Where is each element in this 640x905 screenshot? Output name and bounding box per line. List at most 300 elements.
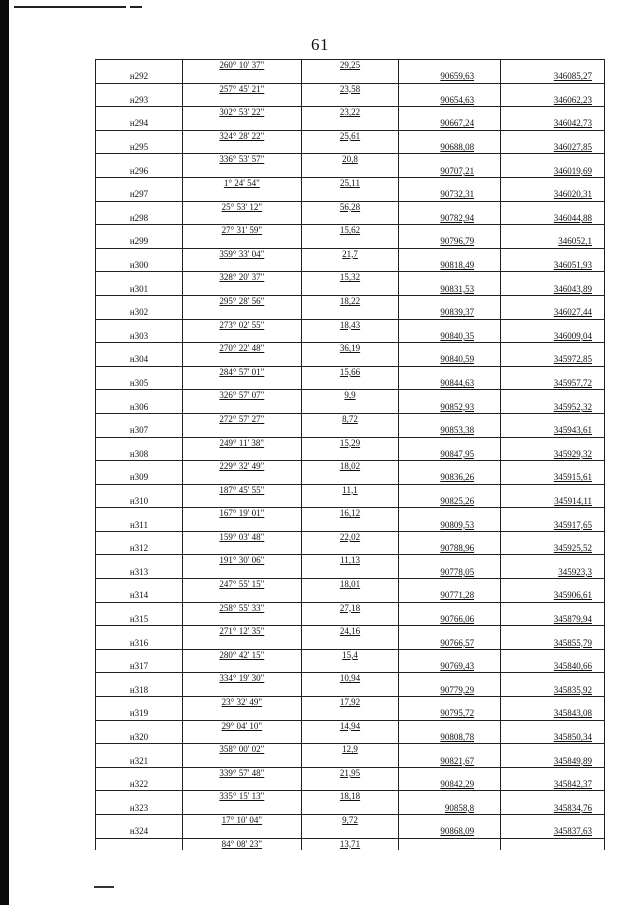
y-coordinate-cell xyxy=(501,461,605,473)
x-coordinate-cell: 90858,8 xyxy=(399,803,501,815)
x-coordinate-cell: 90836,26 xyxy=(399,472,501,484)
y-coordinate-cell: 346085,27 xyxy=(501,71,605,83)
distance-cell xyxy=(301,520,399,532)
x-coordinate-cell xyxy=(399,602,501,614)
distance-cell: 25,11 xyxy=(301,177,399,189)
segment-row xyxy=(96,272,605,284)
point-name-cell xyxy=(96,484,183,496)
point-name-cell: н316 xyxy=(96,638,183,650)
direction-angle-cell: 29° 04' 10" xyxy=(182,720,301,732)
distance-cell: 10,94 xyxy=(301,673,399,685)
y-coordinate-cell: 346027,44 xyxy=(501,307,605,319)
direction-angle-cell: 257° 45' 21" xyxy=(182,83,301,95)
direction-angle-cell xyxy=(182,590,301,602)
distance-cell xyxy=(301,826,399,838)
x-coordinate-cell: 90840,35 xyxy=(399,331,501,343)
distance-cell xyxy=(301,614,399,626)
y-coordinate-cell: 345929,32 xyxy=(501,449,605,461)
direction-angle-cell xyxy=(182,638,301,650)
segment-row xyxy=(96,744,605,756)
scan-artifact-mark xyxy=(94,886,114,888)
direction-angle-cell: 27° 31' 59" xyxy=(182,225,301,237)
distance-cell xyxy=(301,118,399,130)
point-row xyxy=(96,118,605,130)
point-row xyxy=(96,826,605,838)
segment-row xyxy=(96,154,605,166)
segment-row xyxy=(96,484,605,496)
direction-angle-cell: 302° 53' 22" xyxy=(182,107,301,119)
direction-angle-cell xyxy=(182,402,301,414)
y-coordinate-cell xyxy=(501,626,605,638)
distance-cell xyxy=(301,803,399,815)
x-coordinate-cell xyxy=(399,484,501,496)
segment-row xyxy=(96,177,605,189)
point-name-cell: н306 xyxy=(96,402,183,414)
point-name-cell: н305 xyxy=(96,378,183,390)
y-coordinate-cell: 345923,3 xyxy=(501,567,605,579)
distance-cell: 18,01 xyxy=(301,579,399,591)
x-coordinate-cell: 90667,24 xyxy=(399,118,501,130)
direction-angle-cell: 258° 55' 33" xyxy=(182,602,301,614)
direction-angle-cell xyxy=(182,661,301,673)
x-coordinate-cell xyxy=(399,838,501,850)
direction-angle-cell xyxy=(182,708,301,720)
direction-angle-cell: 324° 28' 22" xyxy=(182,130,301,142)
point-row xyxy=(96,142,605,154)
distance-cell: 23,22 xyxy=(301,107,399,119)
point-name-cell xyxy=(96,343,183,355)
direction-angle-cell: 1° 24' 54" xyxy=(182,177,301,189)
x-coordinate-cell: 90688,08 xyxy=(399,142,501,154)
x-coordinate-cell: 90847,95 xyxy=(399,449,501,461)
x-coordinate-cell: 90842,29 xyxy=(399,779,501,791)
point-name-cell xyxy=(96,366,183,378)
segment-row xyxy=(96,697,605,709)
direction-angle-cell xyxy=(182,685,301,697)
point-name-cell xyxy=(96,107,183,119)
point-name-cell: н302 xyxy=(96,307,183,319)
point-name-cell: н318 xyxy=(96,685,183,697)
direction-angle-cell: 272° 57' 27" xyxy=(182,413,301,425)
direction-angle-cell xyxy=(182,803,301,815)
point-name-cell: н307 xyxy=(96,425,183,437)
x-coordinate-cell xyxy=(399,225,501,237)
x-coordinate-cell: 90732,31 xyxy=(399,189,501,201)
point-name-cell xyxy=(96,791,183,803)
segment-row xyxy=(96,508,605,520)
direction-angle-cell xyxy=(182,449,301,461)
y-coordinate-cell xyxy=(501,484,605,496)
direction-angle-cell xyxy=(182,95,301,107)
direction-angle-cell: 191° 30' 06" xyxy=(182,555,301,567)
x-coordinate-cell xyxy=(399,461,501,473)
point-row xyxy=(96,284,605,296)
x-coordinate-cell: 90771,28 xyxy=(399,590,501,602)
distance-cell: 15,32 xyxy=(301,272,399,284)
segment-row xyxy=(96,626,605,638)
direction-angle-cell: 339° 57' 48" xyxy=(182,767,301,779)
point-row xyxy=(96,779,605,791)
x-coordinate-cell xyxy=(399,555,501,567)
y-coordinate-cell xyxy=(501,343,605,355)
x-coordinate-cell: 90868,09 xyxy=(399,826,501,838)
point-name-cell: н301 xyxy=(96,284,183,296)
point-name-cell xyxy=(96,555,183,567)
direction-angle-cell xyxy=(182,614,301,626)
x-coordinate-cell: 90795,72 xyxy=(399,708,501,720)
point-row xyxy=(96,520,605,532)
direction-angle-cell: 335° 15' 13" xyxy=(182,791,301,803)
point-name-cell: н324 xyxy=(96,826,183,838)
direction-angle-cell xyxy=(182,71,301,83)
y-coordinate-cell: 345842,37 xyxy=(501,779,605,791)
y-coordinate-cell: 345850,34 xyxy=(501,732,605,744)
x-coordinate-cell: 90707,21 xyxy=(399,166,501,178)
distance-cell: 15,66 xyxy=(301,366,399,378)
direction-angle-cell xyxy=(182,189,301,201)
direction-angle-cell: 334° 19' 30" xyxy=(182,673,301,685)
distance-cell: 13,71 xyxy=(301,838,399,850)
distance-cell xyxy=(301,331,399,343)
x-coordinate-cell xyxy=(399,413,501,425)
segment-row xyxy=(96,130,605,142)
scan-edge-shadow xyxy=(0,0,9,905)
y-coordinate-cell: 345834,76 xyxy=(501,803,605,815)
segment-row xyxy=(96,201,605,213)
y-coordinate-cell xyxy=(501,531,605,543)
x-coordinate-cell: 90844,63 xyxy=(399,378,501,390)
point-row xyxy=(96,260,605,272)
point-row xyxy=(96,166,605,178)
x-coordinate-cell xyxy=(399,508,501,520)
point-name-cell xyxy=(96,154,183,166)
direction-angle-cell: 84° 08' 23" xyxy=(182,838,301,850)
direction-angle-cell: 280° 42' 15" xyxy=(182,649,301,661)
distance-cell xyxy=(301,402,399,414)
direction-angle-cell: 326° 57' 07" xyxy=(182,390,301,402)
point-name-cell xyxy=(96,838,183,850)
distance-cell: 27,18 xyxy=(301,602,399,614)
point-name-cell: н309 xyxy=(96,472,183,484)
distance-cell: 15,29 xyxy=(301,437,399,449)
distance-cell xyxy=(301,354,399,366)
segment-row xyxy=(96,83,605,95)
distance-cell: 25,61 xyxy=(301,130,399,142)
point-name-cell: н320 xyxy=(96,732,183,744)
y-coordinate-cell: 345943,61 xyxy=(501,425,605,437)
x-coordinate-cell xyxy=(399,697,501,709)
x-coordinate-cell: 90769,43 xyxy=(399,661,501,673)
direction-angle-cell xyxy=(182,213,301,225)
x-coordinate-cell xyxy=(399,343,501,355)
segment-row xyxy=(96,366,605,378)
point-name-cell: н311 xyxy=(96,520,183,532)
direction-angle-cell: 229° 32' 49" xyxy=(182,461,301,473)
point-row xyxy=(96,449,605,461)
point-name-cell: н323 xyxy=(96,803,183,815)
y-coordinate-cell xyxy=(501,177,605,189)
segment-row xyxy=(96,602,605,614)
point-row xyxy=(96,543,605,555)
segment-row xyxy=(96,791,605,803)
y-coordinate-cell xyxy=(501,130,605,142)
point-name-cell: н298 xyxy=(96,213,183,225)
distance-cell: 8,72 xyxy=(301,413,399,425)
point-name-cell: н315 xyxy=(96,614,183,626)
x-coordinate-cell xyxy=(399,130,501,142)
segment-row xyxy=(96,649,605,661)
coordinates-table xyxy=(95,59,605,850)
distance-cell xyxy=(301,756,399,768)
x-coordinate-cell: 90818,49 xyxy=(399,260,501,272)
direction-angle-cell xyxy=(182,378,301,390)
point-name-cell xyxy=(96,461,183,473)
y-coordinate-cell: 345879,94 xyxy=(501,614,605,626)
distance-cell xyxy=(301,449,399,461)
y-coordinate-cell xyxy=(501,154,605,166)
y-coordinate-cell xyxy=(501,673,605,685)
distance-cell xyxy=(301,732,399,744)
distance-cell xyxy=(301,378,399,390)
distance-cell: 9,9 xyxy=(301,390,399,402)
direction-angle-cell xyxy=(182,354,301,366)
point-name-cell xyxy=(96,815,183,827)
distance-cell: 23,58 xyxy=(301,83,399,95)
distance-cell xyxy=(301,189,399,201)
direction-angle-cell xyxy=(182,118,301,130)
y-coordinate-cell xyxy=(501,272,605,284)
distance-cell xyxy=(301,496,399,508)
direction-angle-cell xyxy=(182,756,301,768)
y-coordinate-cell xyxy=(501,649,605,661)
point-name-cell: н303 xyxy=(96,331,183,343)
point-name-cell: н299 xyxy=(96,236,183,248)
distance-cell xyxy=(301,472,399,484)
y-coordinate-cell xyxy=(501,815,605,827)
point-name-cell: н312 xyxy=(96,543,183,555)
direction-angle-cell: 167° 19' 01" xyxy=(182,508,301,520)
point-name-cell xyxy=(96,177,183,189)
x-coordinate-cell xyxy=(399,295,501,307)
distance-cell: 9,72 xyxy=(301,815,399,827)
y-coordinate-cell: 345972,85 xyxy=(501,354,605,366)
x-coordinate-cell xyxy=(399,319,501,331)
x-coordinate-cell xyxy=(399,248,501,260)
direction-angle-cell xyxy=(182,284,301,296)
x-coordinate-cell: 90821,67 xyxy=(399,756,501,768)
x-coordinate-cell xyxy=(399,107,501,119)
point-row xyxy=(96,496,605,508)
distance-cell: 20,8 xyxy=(301,154,399,166)
point-name-cell xyxy=(96,508,183,520)
point-name-cell: н317 xyxy=(96,661,183,673)
y-coordinate-cell: 345843,08 xyxy=(501,708,605,720)
y-coordinate-cell xyxy=(501,720,605,732)
x-coordinate-cell xyxy=(399,60,501,72)
y-coordinate-cell: 345957,72 xyxy=(501,378,605,390)
segment-row xyxy=(96,225,605,237)
point-row xyxy=(96,378,605,390)
point-name-cell xyxy=(96,295,183,307)
segment-row xyxy=(96,579,605,591)
point-name-cell xyxy=(96,720,183,732)
point-name-cell: н295 xyxy=(96,142,183,154)
point-name-cell xyxy=(96,60,183,72)
y-coordinate-cell xyxy=(501,508,605,520)
distance-cell: 21,95 xyxy=(301,767,399,779)
x-coordinate-cell xyxy=(399,579,501,591)
x-coordinate-cell xyxy=(399,177,501,189)
point-name-cell: н297 xyxy=(96,189,183,201)
point-name-cell xyxy=(96,83,183,95)
point-row xyxy=(96,213,605,225)
x-coordinate-cell xyxy=(399,437,501,449)
point-row xyxy=(96,95,605,107)
point-name-cell: н292 xyxy=(96,71,183,83)
distance-cell xyxy=(301,708,399,720)
point-row xyxy=(96,732,605,744)
direction-angle-cell xyxy=(182,496,301,508)
point-row xyxy=(96,614,605,626)
point-row xyxy=(96,71,605,83)
x-coordinate-cell xyxy=(399,791,501,803)
x-coordinate-cell xyxy=(399,390,501,402)
x-coordinate-cell: 90654,63 xyxy=(399,95,501,107)
point-name-cell: н321 xyxy=(96,756,183,768)
segment-row xyxy=(96,815,605,827)
direction-angle-cell: 270° 22' 48" xyxy=(182,343,301,355)
y-coordinate-cell xyxy=(501,413,605,425)
y-coordinate-cell: 345849,89 xyxy=(501,756,605,768)
direction-angle-cell xyxy=(182,307,301,319)
x-coordinate-cell: 90782,94 xyxy=(399,213,501,225)
point-name-cell xyxy=(96,437,183,449)
y-coordinate-cell xyxy=(501,791,605,803)
x-coordinate-cell xyxy=(399,649,501,661)
distance-cell: 21,7 xyxy=(301,248,399,260)
direction-angle-cell xyxy=(182,779,301,791)
scan-artifact-dash xyxy=(130,6,142,8)
y-coordinate-cell xyxy=(501,83,605,95)
y-coordinate-cell: 346044,88 xyxy=(501,213,605,225)
segment-row xyxy=(96,437,605,449)
distance-cell xyxy=(301,425,399,437)
distance-cell xyxy=(301,661,399,673)
segment-row xyxy=(96,248,605,260)
direction-angle-cell: 273° 02' 55" xyxy=(182,319,301,331)
x-coordinate-cell: 90825,26 xyxy=(399,496,501,508)
direction-angle-cell xyxy=(182,142,301,154)
point-name-cell xyxy=(96,579,183,591)
direction-angle-cell: 271° 12' 35" xyxy=(182,626,301,638)
point-name-cell: н296 xyxy=(96,166,183,178)
y-coordinate-cell: 346052,1 xyxy=(501,236,605,248)
distance-cell xyxy=(301,590,399,602)
segment-row xyxy=(96,343,605,355)
direction-angle-cell: 328° 20' 37" xyxy=(182,272,301,284)
point-name-cell xyxy=(96,130,183,142)
y-coordinate-cell: 346020,31 xyxy=(501,189,605,201)
distance-cell: 11,1 xyxy=(301,484,399,496)
y-coordinate-cell: 346027,85 xyxy=(501,142,605,154)
distance-cell xyxy=(301,307,399,319)
distance-cell: 36,19 xyxy=(301,343,399,355)
y-coordinate-cell xyxy=(501,555,605,567)
point-name-cell xyxy=(96,673,183,685)
point-name-cell: н322 xyxy=(96,779,183,791)
point-name-cell: н314 xyxy=(96,590,183,602)
x-coordinate-cell: 90779,29 xyxy=(399,685,501,697)
direction-angle-cell xyxy=(182,543,301,555)
y-coordinate-cell: 346009,04 xyxy=(501,331,605,343)
x-coordinate-cell xyxy=(399,83,501,95)
direction-angle-cell xyxy=(182,236,301,248)
distance-cell xyxy=(301,284,399,296)
point-name-cell xyxy=(96,602,183,614)
direction-angle-cell: 187° 45' 55" xyxy=(182,484,301,496)
y-coordinate-cell xyxy=(501,838,605,850)
x-coordinate-cell xyxy=(399,272,501,284)
x-coordinate-cell xyxy=(399,767,501,779)
scan-artifact-line xyxy=(14,6,126,8)
y-coordinate-cell xyxy=(501,60,605,72)
point-row xyxy=(96,472,605,484)
page-number: 61 xyxy=(311,35,329,54)
distance-cell xyxy=(301,260,399,272)
y-coordinate-cell xyxy=(501,744,605,756)
point-name-cell xyxy=(96,744,183,756)
distance-cell: 17,92 xyxy=(301,697,399,709)
point-name-cell xyxy=(96,697,183,709)
point-name-cell: н313 xyxy=(96,567,183,579)
distance-cell: 12,9 xyxy=(301,744,399,756)
y-coordinate-cell xyxy=(501,295,605,307)
direction-angle-cell xyxy=(182,425,301,437)
point-name-cell: н294 xyxy=(96,118,183,130)
point-row xyxy=(96,803,605,815)
direction-angle-cell: 17° 10' 04" xyxy=(182,815,301,827)
distance-cell xyxy=(301,213,399,225)
segment-row xyxy=(96,319,605,331)
y-coordinate-cell: 345952,32 xyxy=(501,402,605,414)
distance-cell: 14,94 xyxy=(301,720,399,732)
direction-angle-cell xyxy=(182,732,301,744)
y-coordinate-cell xyxy=(501,767,605,779)
direction-angle-cell: 260° 10' 37" xyxy=(182,60,301,72)
x-coordinate-cell: 90766,06 xyxy=(399,614,501,626)
point-name-cell: н319 xyxy=(96,708,183,720)
y-coordinate-cell xyxy=(501,602,605,614)
distance-cell xyxy=(301,236,399,248)
table-body xyxy=(96,60,605,850)
point-name-cell xyxy=(96,319,183,331)
point-name-cell xyxy=(96,413,183,425)
direction-angle-cell xyxy=(182,520,301,532)
distance-cell xyxy=(301,638,399,650)
y-coordinate-cell: 346042,73 xyxy=(501,118,605,130)
point-row xyxy=(96,307,605,319)
point-name-cell xyxy=(96,248,183,260)
x-coordinate-cell: 90852,93 xyxy=(399,402,501,414)
y-coordinate-cell: 345840,66 xyxy=(501,661,605,673)
y-coordinate-cell: 345906,61 xyxy=(501,590,605,602)
y-coordinate-cell: 345915,61 xyxy=(501,472,605,484)
x-coordinate-cell: 90831,53 xyxy=(399,284,501,296)
direction-angle-cell xyxy=(182,826,301,838)
distance-cell: 18,43 xyxy=(301,319,399,331)
direction-angle-cell: 249° 11' 38" xyxy=(182,437,301,449)
point-name-cell: н310 xyxy=(96,496,183,508)
